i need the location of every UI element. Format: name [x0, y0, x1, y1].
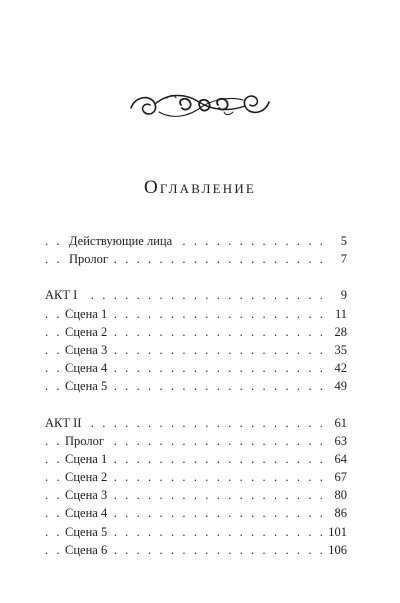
- toc-entry[interactable]: [45, 486, 347, 504]
- toc-entry-page: 61: [329, 414, 348, 432]
- toc-entry[interactable]: [45, 377, 347, 395]
- toc-entry-page: 63: [329, 432, 348, 450]
- toc-entry-page: 86: [329, 504, 348, 522]
- flourish-ornament-icon: [129, 86, 271, 124]
- toc-entry[interactable]: [45, 341, 347, 359]
- toc-entry[interactable]: [45, 323, 347, 341]
- toc-entry-title: АКТ II: [45, 416, 87, 430]
- toc-entry-title: Сцена 1: [65, 307, 113, 321]
- toc-entry-title: Сцена 3: [65, 343, 113, 357]
- toc-entry-page: 64: [329, 450, 348, 468]
- toc-entry[interactable]: [45, 523, 347, 541]
- toc-entry-title: Сцена 5: [65, 525, 113, 539]
- toc-entry[interactable]: [45, 250, 347, 268]
- toc-entry-page: 9: [335, 286, 347, 304]
- toc-entry[interactable]: [45, 468, 347, 486]
- toc-entry-title: Сцена 6: [65, 543, 113, 557]
- toc-entry-page: 11: [329, 305, 347, 323]
- toc-entry-title: Сцена 1: [65, 452, 113, 466]
- toc-entry-act[interactable]: [45, 286, 347, 304]
- toc-entry-page: 67: [329, 468, 348, 486]
- toc-heading: Оглавление: [143, 177, 257, 198]
- toc-group-act-1: [45, 286, 347, 395]
- toc-entry-title: АКТ I: [45, 288, 83, 302]
- toc-entry-page: 35: [329, 341, 348, 359]
- table-of-contents: [45, 232, 347, 559]
- toc-entry-title: Сцена 2: [65, 470, 113, 484]
- toc-entry[interactable]: [45, 305, 347, 323]
- toc-entry-title: Пролог: [65, 434, 110, 448]
- toc-group-act-2: [45, 414, 347, 560]
- toc-entry-title: Сцена 5: [65, 379, 113, 393]
- toc-entry[interactable]: [45, 504, 347, 522]
- toc-entry-page: 49: [329, 377, 348, 395]
- toc-entry-page: 42: [329, 359, 348, 377]
- toc-entry-title: Сцена 3: [65, 488, 113, 502]
- toc-entry-title: Действующие лица: [69, 234, 178, 248]
- toc-entry-page: 5: [335, 232, 347, 250]
- toc-entry-title: Сцена 4: [65, 361, 113, 375]
- toc-entry-title: Сцена 4: [65, 506, 113, 520]
- toc-entry[interactable]: [45, 450, 347, 468]
- toc-entry[interactable]: [45, 432, 347, 450]
- toc-entry-act[interactable]: [45, 414, 347, 432]
- toc-entry-page: 106: [322, 541, 347, 559]
- toc-entry-page: 28: [329, 323, 348, 341]
- toc-entry-title: Сцена 2: [65, 325, 113, 339]
- toc-entry-page: 80: [329, 486, 348, 504]
- toc-entry-page: 7: [335, 250, 347, 268]
- toc-entry-page: 101: [322, 523, 347, 541]
- toc-entry-title: Пролог: [69, 252, 114, 266]
- toc-entry[interactable]: [45, 359, 347, 377]
- toc-group-front-matter: [45, 232, 347, 268]
- toc-entry[interactable]: [45, 232, 347, 250]
- toc-entry[interactable]: [45, 541, 347, 559]
